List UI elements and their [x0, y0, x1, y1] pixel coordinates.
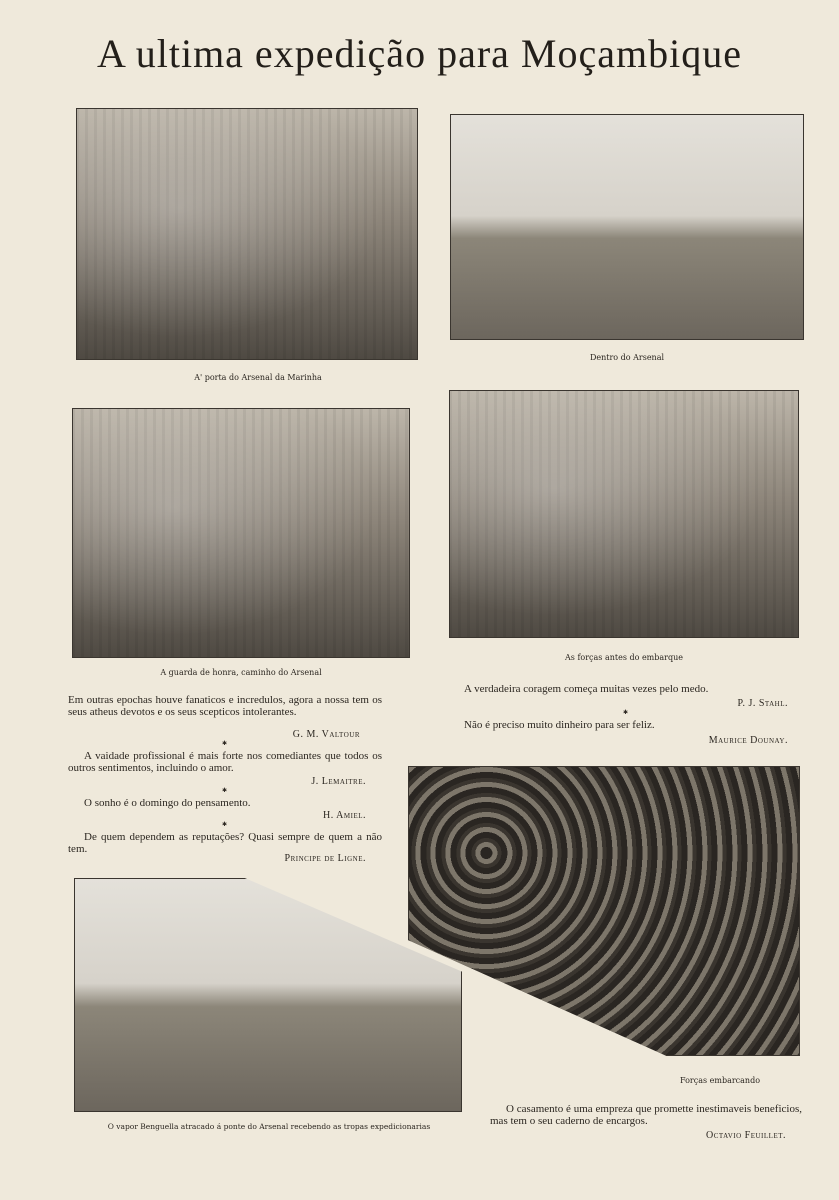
author-amiel: H. Amiel. [323, 810, 366, 821]
quote-amiel: O sonho é o domingo do pensamento. [84, 797, 251, 809]
author-valtour: G. M. Valtour [292, 729, 360, 740]
separator-star: ✱ [623, 709, 629, 716]
separator-star: ✱ [222, 821, 228, 828]
photo-forces-boarding [408, 766, 800, 1056]
photo-guard-of-honour [72, 408, 410, 658]
quote-feuillet: O casamento é uma empreza que promette inestimaveis beneficios, mas tem o seu caderno de encargos. [490, 1103, 802, 1127]
photo-arsenal-gate [76, 108, 418, 360]
caption-guard-of-honour: A guarda de honra, caminho do Arsenal [160, 668, 322, 677]
author-stahl: P. J. Stahl. [737, 698, 788, 709]
caption-arsenal-gate: A' porta do Arsenal da Marinha [194, 373, 322, 382]
quote-dounay: Não é preciso muito dinheiro para ser feliz. [464, 719, 655, 731]
photo-steamer-benguella [74, 878, 462, 1112]
author-feuillet: Octavio Feuillet. [705, 1130, 786, 1141]
author-dounay: Maurice Dounay. [708, 735, 788, 746]
photo-forces-before-boarding [449, 390, 799, 638]
author-lemaitre: J. Lemaitre. [311, 776, 366, 787]
caption-forces-boarding: Forças embarcando [679, 1076, 761, 1085]
caption-inside-arsenal: Dentro do Arsenal [589, 353, 665, 362]
photo-inside-arsenal [450, 114, 804, 340]
author-ligne: Principe de Ligne. [284, 853, 366, 864]
caption-forces-before-boarding: As forças antes do embarque [565, 653, 683, 662]
quote-stahl: A verdadeira coragem começa muitas vezes pelo medo. [464, 683, 709, 695]
quote-valtour: Em outras epochas houve fanaticos e incredulos, agora a nossa tem os seus atheus devotos e os seus scepticos intolerantes. [68, 694, 382, 718]
separator-star: ✱ [222, 740, 228, 747]
separator-star: ✱ [222, 787, 228, 794]
caption-steamer-benguella: O vapor Benguella atracado á ponte do Arsenal recebendo as tropas expedicionarias [107, 1122, 431, 1131]
quote-ligne: De quem dependem as reputações? Quasi sempre de quem a não tem. [68, 831, 382, 855]
quote-lemaitre: A vaidade profissional é mais forte nos comediantes que todos os outros sentimentos, incluindo o amor. [68, 750, 382, 774]
page-title: A ultima expedição para Moçambique [97, 31, 742, 76]
